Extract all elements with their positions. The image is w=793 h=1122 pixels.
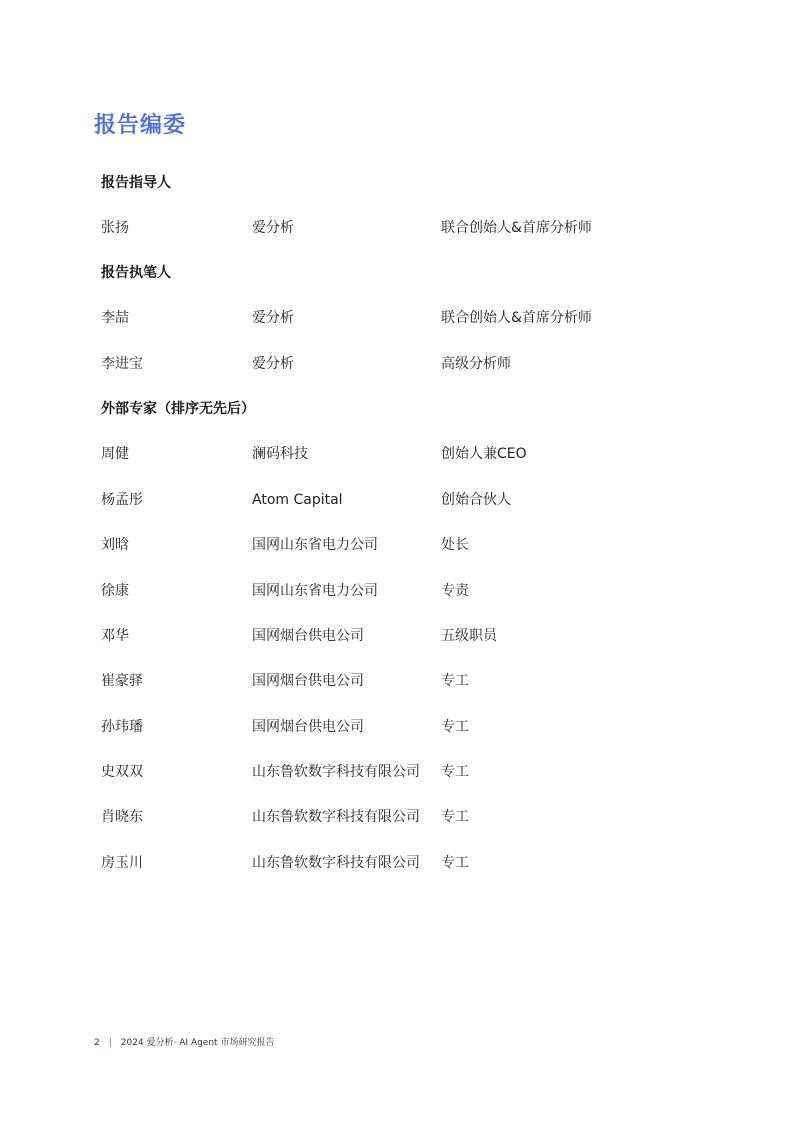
member-name: 肖晓东 <box>101 809 143 825</box>
member-name: 邓华 <box>101 628 129 644</box>
member-organization: 爱分析 <box>252 220 294 236</box>
member-role: 专工 <box>441 673 469 689</box>
member-role: 联合创始人&首席分析师 <box>441 310 592 326</box>
page-footer <box>94 1036 274 1050</box>
member-organization: 国网烟台供电公司 <box>252 719 364 735</box>
page-number: 2 <box>94 1038 100 1048</box>
member-role: 五级职员 <box>441 628 497 644</box>
member-organization: 爱分析 <box>252 356 294 372</box>
table-row <box>101 671 701 691</box>
section-heading-experts: 外部专家（排序无先后） <box>101 401 255 417</box>
member-name: 孙玮璠 <box>101 719 143 735</box>
member-organization: 国网山东省电力公司 <box>252 583 378 599</box>
table-row <box>101 490 701 510</box>
member-organization: 爱分析 <box>252 310 294 326</box>
table-row <box>101 444 701 464</box>
member-role: 专工 <box>441 809 469 825</box>
member-name: 张扬 <box>101 220 129 236</box>
member-name: 李喆 <box>101 310 129 326</box>
member-role: 联合创始人&首席分析师 <box>441 220 592 236</box>
member-role: 专工 <box>441 855 469 871</box>
member-organization: 国网烟台供电公司 <box>252 673 364 689</box>
member-name: 刘晗 <box>101 537 129 553</box>
table-row <box>101 218 701 238</box>
table-row <box>101 308 701 328</box>
member-organization: 澜码科技 <box>252 446 308 462</box>
table-row <box>101 626 701 646</box>
table-row <box>101 535 701 555</box>
table-row <box>101 807 701 827</box>
member-organization: 国网山东省电力公司 <box>252 537 378 553</box>
member-role: 专工 <box>441 719 469 735</box>
table-row <box>101 762 701 782</box>
member-role: 创始人兼CEO <box>441 446 527 462</box>
table-row <box>101 853 701 873</box>
member-name: 徐康 <box>101 583 129 599</box>
member-organization: Atom Capital <box>252 492 343 508</box>
member-organization: 国网烟台供电公司 <box>252 628 364 644</box>
section-heading-authors: 报告执笔人 <box>101 265 171 281</box>
member-organization: 山东鲁软数字科技有限公司 <box>252 809 420 825</box>
member-organization: 山东鲁软数字科技有限公司 <box>252 764 420 780</box>
member-name: 周健 <box>101 446 129 462</box>
table-row <box>101 581 701 601</box>
member-role: 创始合伙人 <box>441 492 511 508</box>
member-organization: 山东鲁软数字科技有限公司 <box>252 855 420 871</box>
member-role: 专责 <box>441 583 469 599</box>
table-row <box>101 354 701 374</box>
member-role: 专工 <box>441 764 469 780</box>
member-name: 史双双 <box>101 764 143 780</box>
page-title: 报告编委 <box>94 113 187 138</box>
member-name: 崔豪驿 <box>101 673 143 689</box>
table-row <box>101 717 701 737</box>
member-role: 高级分析师 <box>441 356 511 372</box>
member-name: 杨孟彤 <box>101 492 143 508</box>
member-role: 处长 <box>441 537 469 553</box>
footer-separator: | <box>108 1038 112 1048</box>
member-name: 李进宝 <box>101 356 143 372</box>
footer-report-title: 2024 爱分析· AI Agent 市场研究报告 <box>120 1038 275 1048</box>
member-name: 房玉川 <box>101 855 143 871</box>
section-heading-advisors: 报告指导人 <box>101 175 171 191</box>
